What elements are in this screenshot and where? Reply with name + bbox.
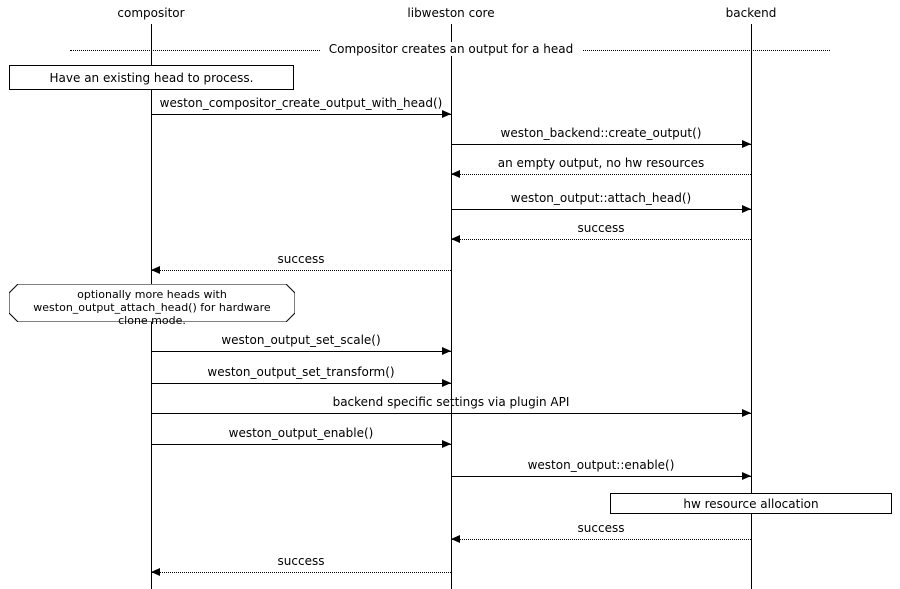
divider-line-left xyxy=(70,50,320,51)
message-line xyxy=(451,144,751,145)
message-line xyxy=(151,413,751,414)
note-line: weston_output_attach_head() for hardware xyxy=(33,301,271,314)
message-arrowhead xyxy=(151,266,160,274)
participant-label: libweston core xyxy=(407,6,495,20)
participant-label: compositor xyxy=(117,6,185,20)
divider-label: Compositor creates an output for a head xyxy=(324,42,579,56)
clone-mode-note-text xyxy=(9,284,295,327)
message-line xyxy=(151,383,451,384)
message-arrowhead xyxy=(451,235,460,243)
note-line: clone mode. xyxy=(118,314,186,327)
message-arrowhead xyxy=(451,535,460,543)
note-box: Have an existing head to process. xyxy=(9,65,294,90)
message-label: weston_output_set_transform() xyxy=(207,365,395,379)
message-label: weston_output::enable() xyxy=(527,458,675,472)
message-arrowhead xyxy=(151,568,160,576)
message-arrowhead xyxy=(742,409,751,417)
message-line xyxy=(451,209,751,210)
message-arrowhead xyxy=(742,140,751,148)
message-arrowhead xyxy=(451,170,460,178)
message-label: success xyxy=(577,221,625,235)
message-line xyxy=(151,114,451,115)
message-label: success xyxy=(277,554,325,568)
note-line: optionally more heads with xyxy=(77,288,227,301)
message-label: weston_compositor_create_output_with_head() xyxy=(159,96,443,110)
message-label: backend specific settings via plugin API xyxy=(332,395,570,409)
lifeline xyxy=(451,24,452,589)
message-line xyxy=(151,270,451,271)
message-label: an empty output, no hw resources xyxy=(497,156,705,170)
message-label: success xyxy=(277,252,325,266)
participant-label: backend xyxy=(725,6,777,20)
message-line xyxy=(451,539,751,540)
message-line xyxy=(151,351,451,352)
note-box: hw resource allocation xyxy=(610,493,892,514)
message-arrowhead xyxy=(442,110,451,118)
message-label: weston_output_set_scale() xyxy=(221,333,381,347)
message-label: weston_output::attach_head() xyxy=(510,191,692,205)
divider-line-right xyxy=(583,50,830,51)
message-line xyxy=(451,174,751,175)
message-label: success xyxy=(577,521,625,535)
message-line xyxy=(151,444,451,445)
message-line xyxy=(451,239,751,240)
message-label: weston_output_enable() xyxy=(228,426,374,440)
message-line xyxy=(151,572,451,573)
message-arrowhead xyxy=(442,347,451,355)
message-arrowhead xyxy=(742,472,751,480)
clone-mode-note xyxy=(9,284,295,327)
message-arrowhead xyxy=(442,440,451,448)
message-arrowhead xyxy=(742,205,751,213)
message-arrowhead xyxy=(442,379,451,387)
message-line xyxy=(451,476,751,477)
message-label: weston_backend::create_output() xyxy=(500,126,702,140)
